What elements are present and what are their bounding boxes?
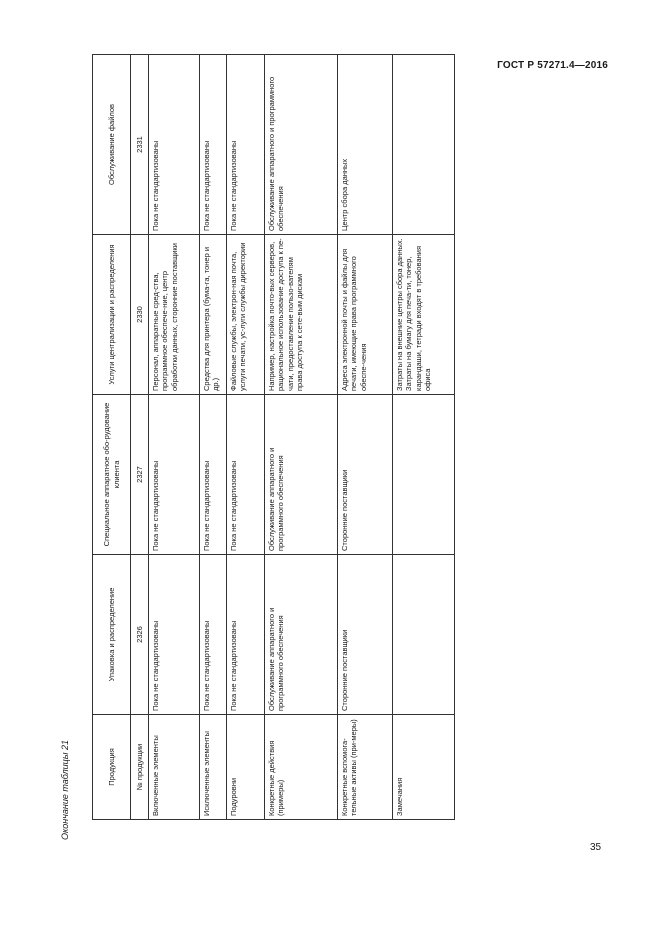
table-cell: Центр сбора данных [338,55,393,235]
table-row [338,55,393,820]
table-cell: Пока не стандартизованы [200,555,227,715]
table-row [265,55,338,820]
table-cell: Пока не стандартизованы [227,55,265,235]
table-cell: Адреса электронной почты и файлы для печати, имеющие права программного обеспе-чения [338,235,393,395]
table-cell: Затраты на внешние центры сбора данных. Затраты на бумагу для печа-ти, тонер, карандаши, тетради входят в требования офиса [393,235,455,395]
standard-designation: ГОСТ Р 57271.4—2016 [497,60,608,71]
table-cell: Пока не стандартизованы [149,395,200,555]
row-label: Конкретные вспомога-тельные активы (при-меры) [338,715,393,820]
table-cell: Пока не стандартизованы [200,395,227,555]
table-row [393,55,455,820]
row-label: Замечания [393,715,455,820]
table-cell: Сторонние поставщики [338,555,393,715]
rotated-table-block [60,0,440,842]
header-centralization: Услуги централизации и распределения [93,235,131,395]
table-cell: Обслуживание аппаратного и программного обеспечения [265,395,338,555]
header-client-hardware: Специальное аппаратное обо-рудование клиента [93,395,131,555]
row-label: Подуровни [227,715,265,820]
code-2327: 2327 [131,395,149,555]
table-cell: Пока не стандартизованы [149,555,200,715]
table-cell: Персонал, аппаратные сред-ства, программное обеспече-ние, центр обработки данных, сторонние поставщики [149,235,200,395]
table-cell: Пока не стандартизованы [149,55,200,235]
table-cell [393,555,455,715]
row-label: Включенные элементы [149,715,200,820]
table-row [227,55,265,820]
table-cell: Пока не стандартизованы [227,395,265,555]
code-2326: 2326 [131,555,149,715]
code-product-no: № продукции [131,715,149,820]
table-cell: Сторонние поставщики [338,395,393,555]
header-packaging: Упаковка и распределение [93,555,131,715]
page-number: 35 [590,842,602,853]
table-cell: Обслуживание аппаратного и программного обеспечения [265,555,338,715]
table-cell: Средства для принтера (бума-га, тонер и др.) [200,235,227,395]
table-cell: Обслуживание аппаратного и программного обеспечения [265,55,338,235]
header-file-service: Обслуживание файлов [93,55,131,235]
table-cell: Например, настройка почто-вых серверов, рациональное использование доступа к пе-чати, предоставление пользо-вателям права доступа к сете-вым дискам [265,235,338,395]
table-row [200,55,227,820]
code-2330: 2330 [131,235,149,395]
table-code-row [131,55,149,820]
table-row [149,55,200,820]
table-caption: Окончание таблицы 21 [60,740,70,840]
header-product: Продукция [93,715,131,820]
products-table [92,54,455,820]
table-header-row [93,55,131,820]
table-cell: Пока не стандартизованы [200,55,227,235]
row-label: Конкретные действия (примеры) [265,715,338,820]
table-cell [393,55,455,235]
table-cell: Файловые службы, электрон-ная почта, услуги печати, ус-луги службы директории [227,235,265,395]
code-2331: 2331 [131,55,149,235]
table-cell [393,395,455,555]
row-label: Исключенные элементы [200,715,227,820]
table-cell: Пока не стандартизованы [227,555,265,715]
